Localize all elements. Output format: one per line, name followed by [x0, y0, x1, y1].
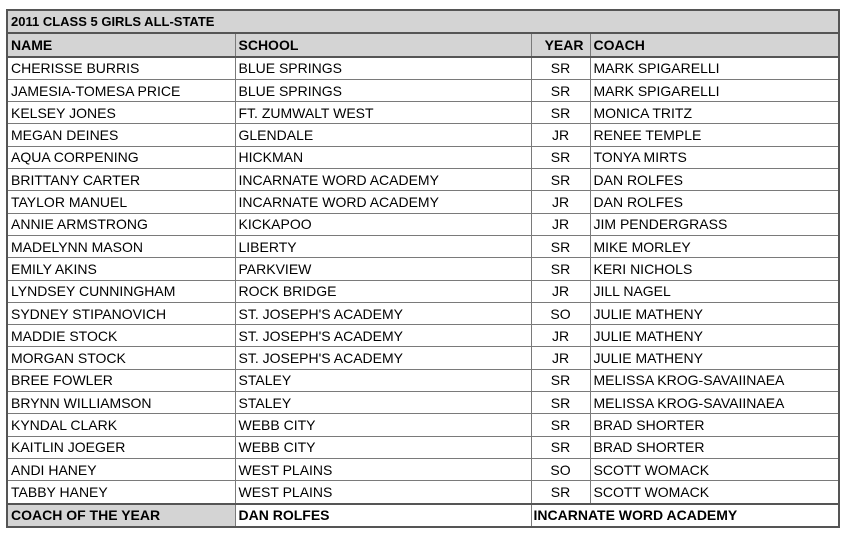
cell-coach: MIKE MORLEY: [590, 235, 839, 257]
cell-year: SR: [531, 235, 590, 257]
cell-name: EMILY AKINS: [7, 258, 235, 280]
cell-school: WEBB CITY: [235, 414, 531, 436]
cell-coach: JILL NAGEL: [590, 280, 839, 302]
cell-name: BRITTANY CARTER: [7, 169, 235, 191]
cell-school: BLUE SPRINGS: [235, 57, 531, 80]
cell-year: SR: [531, 436, 590, 458]
cell-coach: JULIE MATHENY: [590, 302, 839, 324]
cell-coach: MELISSA KROG-SAVAIINAEA: [590, 369, 839, 391]
table-title-row: [7, 10, 839, 33]
cell-school: HICKMAN: [235, 146, 531, 168]
cell-name: KYNDAL CLARK: [7, 414, 235, 436]
cell-year: SR: [531, 57, 590, 80]
column-header-school: SCHOOL: [235, 33, 531, 56]
table-row: [7, 458, 839, 480]
cell-name: TABBY HANEY: [7, 481, 235, 504]
cell-school: INCARNATE WORD ACADEMY: [235, 191, 531, 213]
cell-name: BRYNN WILLIAMSON: [7, 392, 235, 414]
table-title: 2011 CLASS 5 GIRLS ALL-STATE: [7, 10, 839, 33]
column-header-year: YEAR: [531, 33, 590, 56]
cell-coach: JULIE MATHENY: [590, 325, 839, 347]
cell-school: ST. JOSEPH'S ACADEMY: [235, 347, 531, 369]
table-row: [7, 235, 839, 257]
table-row: [7, 280, 839, 302]
cell-school: STALEY: [235, 392, 531, 414]
cell-year: JR: [531, 124, 590, 146]
table-row: [7, 258, 839, 280]
table-row: [7, 369, 839, 391]
cell-coach: BRAD SHORTER: [590, 436, 839, 458]
table-row: [7, 302, 839, 324]
table-row: [7, 169, 839, 191]
cell-school: LIBERTY: [235, 235, 531, 257]
coach-of-the-year-row: [7, 504, 839, 527]
cell-school: WEST PLAINS: [235, 458, 531, 480]
cell-year: JR: [531, 191, 590, 213]
cell-school: ROCK BRIDGE: [235, 280, 531, 302]
coach-of-the-year-school: INCARNATE WORD ACADEMY: [531, 504, 839, 527]
cell-coach: MONICA TRITZ: [590, 102, 839, 124]
cell-coach: RENEE TEMPLE: [590, 124, 839, 146]
cell-year: JR: [531, 325, 590, 347]
coach-of-the-year-name: DAN ROLFES: [235, 504, 531, 527]
table-row: [7, 57, 839, 80]
cell-name: ANNIE ARMSTRONG: [7, 213, 235, 235]
cell-school: KICKAPOO: [235, 213, 531, 235]
cell-school: WEST PLAINS: [235, 481, 531, 504]
coach-of-the-year-label: COACH OF THE YEAR: [7, 504, 235, 527]
cell-name: ANDI HANEY: [7, 458, 235, 480]
table-row: [7, 392, 839, 414]
cell-school: INCARNATE WORD ACADEMY: [235, 169, 531, 191]
cell-coach: DAN ROLFES: [590, 169, 839, 191]
cell-school: STALEY: [235, 369, 531, 391]
all-state-table: [6, 9, 840, 528]
cell-school: GLENDALE: [235, 124, 531, 146]
table-row: [7, 191, 839, 213]
cell-school: ST. JOSEPH'S ACADEMY: [235, 325, 531, 347]
cell-year: SR: [531, 146, 590, 168]
cell-name: TAYLOR MANUEL: [7, 191, 235, 213]
table-row: [7, 436, 839, 458]
cell-school: ST. JOSEPH'S ACADEMY: [235, 302, 531, 324]
table-row: [7, 124, 839, 146]
cell-coach: BRAD SHORTER: [590, 414, 839, 436]
cell-coach: MELISSA KROG-SAVAIINAEA: [590, 392, 839, 414]
cell-year: SR: [531, 481, 590, 504]
cell-year: SR: [531, 258, 590, 280]
table-row: [7, 347, 839, 369]
cell-year: JR: [531, 280, 590, 302]
cell-year: SR: [531, 79, 590, 101]
column-header-name: NAME: [7, 33, 235, 56]
cell-year: SR: [531, 169, 590, 191]
cell-year: SR: [531, 414, 590, 436]
cell-year: SR: [531, 102, 590, 124]
cell-school: FT. ZUMWALT WEST: [235, 102, 531, 124]
table-row: [7, 146, 839, 168]
cell-name: KELSEY JONES: [7, 102, 235, 124]
table-row: [7, 481, 839, 504]
cell-coach: JIM PENDERGRASS: [590, 213, 839, 235]
cell-school: PARKVIEW: [235, 258, 531, 280]
column-header-coach: COACH: [590, 33, 839, 56]
table-header-row: [7, 33, 839, 56]
cell-name: MEGAN DEINES: [7, 124, 235, 146]
cell-school: WEBB CITY: [235, 436, 531, 458]
cell-name: MADELYNN MASON: [7, 235, 235, 257]
cell-name: JAMESIA-TOMESA PRICE: [7, 79, 235, 101]
cell-coach: KERI NICHOLS: [590, 258, 839, 280]
cell-name: BREE FOWLER: [7, 369, 235, 391]
cell-coach: JULIE MATHENY: [590, 347, 839, 369]
cell-year: SR: [531, 369, 590, 391]
cell-coach: MARK SPIGARELLI: [590, 57, 839, 80]
cell-name: KAITLIN JOEGER: [7, 436, 235, 458]
cell-name: MADDIE STOCK: [7, 325, 235, 347]
cell-name: CHERISSE BURRIS: [7, 57, 235, 80]
cell-name: SYDNEY STIPANOVICH: [7, 302, 235, 324]
table-row: [7, 414, 839, 436]
cell-coach: SCOTT WOMACK: [590, 481, 839, 504]
cell-coach: DAN ROLFES: [590, 191, 839, 213]
table-row: [7, 102, 839, 124]
cell-year: JR: [531, 347, 590, 369]
cell-year: JR: [531, 213, 590, 235]
cell-name: MORGAN STOCK: [7, 347, 235, 369]
table-row: [7, 79, 839, 101]
cell-coach: SCOTT WOMACK: [590, 458, 839, 480]
cell-year: SO: [531, 458, 590, 480]
cell-year: SO: [531, 302, 590, 324]
cell-school: BLUE SPRINGS: [235, 79, 531, 101]
cell-coach: MARK SPIGARELLI: [590, 79, 839, 101]
cell-coach: TONYA MIRTS: [590, 146, 839, 168]
table-row: [7, 213, 839, 235]
cell-name: AQUA CORPENING: [7, 146, 235, 168]
cell-year: SR: [531, 392, 590, 414]
table-row: [7, 325, 839, 347]
cell-name: LYNDSEY CUNNINGHAM: [7, 280, 235, 302]
